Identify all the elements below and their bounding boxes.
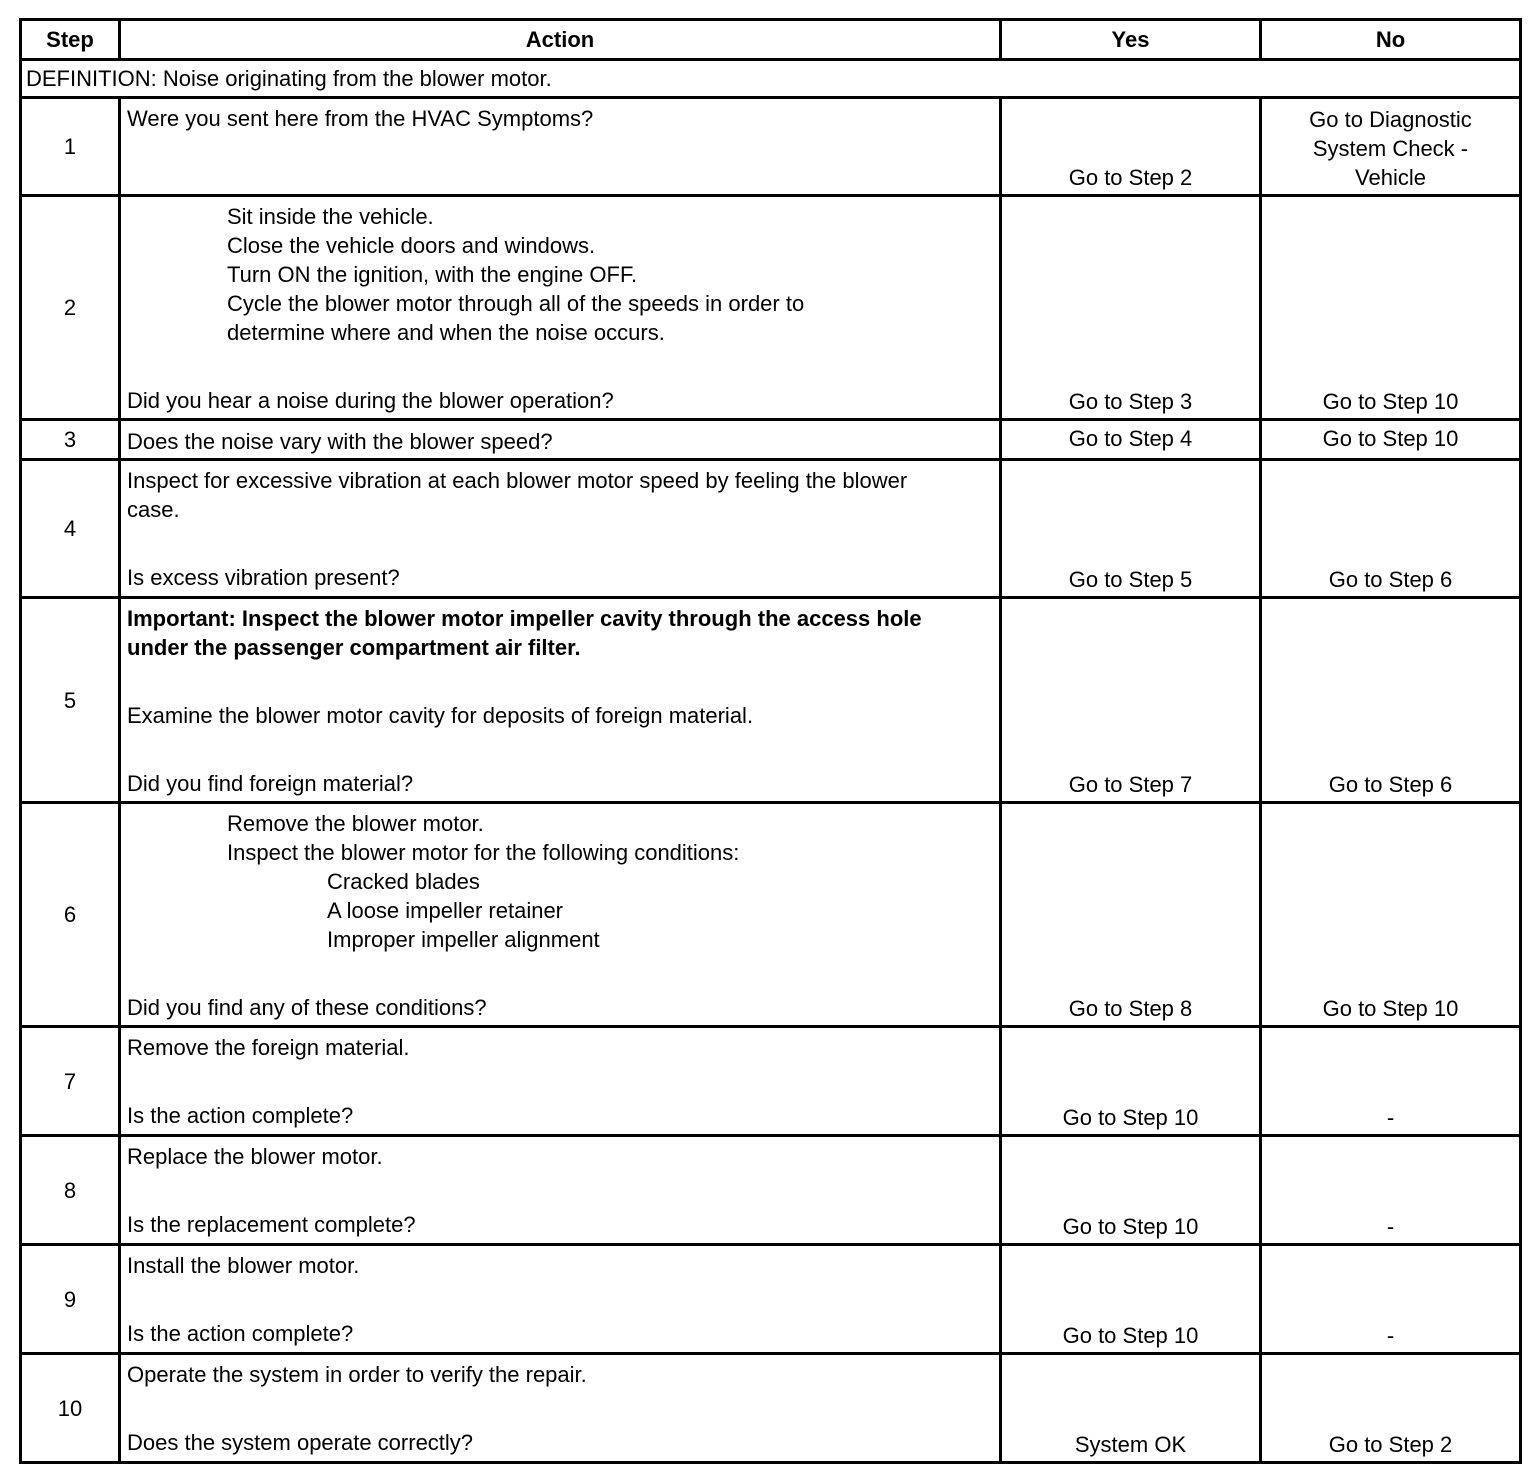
table-row (21, 460, 1521, 598)
definition-row (21, 60, 1521, 98)
yes-cell: Go to Step 10 (1001, 1245, 1261, 1354)
no-cell: - (1261, 1027, 1521, 1136)
step-number: 2 (21, 196, 120, 420)
yes-cell: Go to Step 3 (1001, 196, 1261, 420)
action-item: Remove the blower motor. (227, 811, 484, 836)
yes-cell: Go to Step 4 (1001, 420, 1261, 460)
step-number: 1 (21, 98, 120, 196)
yes-cell: Go to Step 2 (1001, 98, 1261, 196)
action-cell (120, 803, 1001, 1027)
table-row (21, 196, 1521, 420)
no-cell: Go to Step 2 (1261, 1354, 1521, 1463)
action-text: Install the blower motor. (127, 1253, 360, 1278)
yes-cell: Go to Step 8 (1001, 803, 1261, 1027)
step-number: 8 (21, 1136, 120, 1245)
action-text: Replace the blower motor. (127, 1144, 383, 1169)
table-row (21, 98, 1521, 196)
step-number: 7 (21, 1027, 120, 1136)
step-number: 10 (21, 1354, 120, 1463)
no-cell: Go to Step 6 (1261, 460, 1521, 598)
action-question: Does the system operate correctly? (127, 1430, 474, 1455)
no-cell: Go to Step 10 (1261, 420, 1521, 460)
action-text: Inspect for excessive vibration at each blower motor speed by feeling the blower case. (127, 468, 908, 522)
header-row (21, 20, 1521, 60)
action-question: Did you find any of these conditions? (127, 995, 487, 1020)
action-text: Operate the system in order to verify the repair. (127, 1362, 587, 1387)
no-cell: - (1261, 1136, 1521, 1245)
action-subitem: Improper impeller alignment (327, 927, 600, 952)
yes-cell: Go to Step 7 (1001, 598, 1261, 803)
no-cell: Go to Step 6 (1261, 598, 1521, 803)
no-cell: Go to Step 10 (1261, 803, 1521, 1027)
table-row (21, 1027, 1521, 1136)
action-item: Sit inside the vehicle. (227, 204, 434, 229)
no-cell: - (1261, 1245, 1521, 1354)
table-row (21, 420, 1521, 460)
header-yes: Yes (1001, 20, 1261, 60)
action-cell (120, 1136, 1001, 1245)
action-cell (120, 1245, 1001, 1354)
action-cell (120, 98, 1001, 196)
step-number: 4 (21, 460, 120, 598)
yes-cell: Go to Step 5 (1001, 460, 1261, 598)
action-cell (120, 420, 1001, 460)
no-cell: Go to Diagnostic System Check - Vehicle (1261, 98, 1521, 196)
yes-cell: Go to Step 10 (1001, 1136, 1261, 1245)
header-step: Step (21, 20, 120, 60)
yes-cell: System OK (1001, 1354, 1261, 1463)
action-item: Cycle the blower motor through all of the speeds in order to determine where and when the noise occurs. (227, 291, 805, 345)
no-cell: Go to Step 10 (1261, 196, 1521, 420)
action-question: Did you find foreign material? (127, 771, 414, 796)
table-row (21, 1136, 1521, 1245)
table-row (21, 803, 1521, 1027)
action-question: Is excess vibration present? (127, 565, 400, 590)
action-item: Inspect the blower motor for the following conditions: (227, 840, 740, 865)
action-cell (120, 196, 1001, 420)
action-cell (120, 1354, 1001, 1463)
important-note: Important: Inspect the blower motor impeller cavity through the access hole under the passenger compartment air filter. (127, 606, 922, 660)
action-text: Remove the foreign material. (127, 1035, 410, 1060)
action-cell (120, 460, 1001, 598)
action-item: Turn ON the ignition, with the engine OFF. (227, 262, 638, 287)
step-number: 5 (21, 598, 120, 803)
action-subitem: A loose impeller retainer (327, 898, 564, 923)
action-question: Is the action complete? (127, 1103, 354, 1128)
action-question: Were you sent here from the HVAC Symptoms? (127, 106, 594, 131)
action-cell (120, 598, 1001, 803)
yes-cell: Go to Step 10 (1001, 1027, 1261, 1136)
definition-text: DEFINITION: Noise originating from the blower motor. (21, 60, 1521, 98)
action-text: Examine the blower motor cavity for deposits of foreign material. (127, 703, 754, 728)
header-action: Action (120, 20, 1001, 60)
action-item: Close the vehicle doors and windows. (227, 233, 596, 258)
action-question: Does the noise vary with the blower speed? (127, 428, 553, 454)
table-row (21, 598, 1521, 803)
header-no: No (1261, 20, 1521, 60)
action-question: Is the replacement complete? (127, 1212, 416, 1237)
step-number: 6 (21, 803, 120, 1027)
diagnostic-table (19, 18, 1522, 1464)
table-row (21, 1245, 1521, 1354)
action-cell (120, 1027, 1001, 1136)
table-row (21, 1354, 1521, 1463)
action-subitem: Cracked blades (327, 869, 480, 894)
step-number: 9 (21, 1245, 120, 1354)
action-question: Is the action complete? (127, 1321, 354, 1346)
action-question: Did you hear a noise during the blower operation? (127, 388, 614, 413)
step-number: 3 (21, 420, 120, 460)
